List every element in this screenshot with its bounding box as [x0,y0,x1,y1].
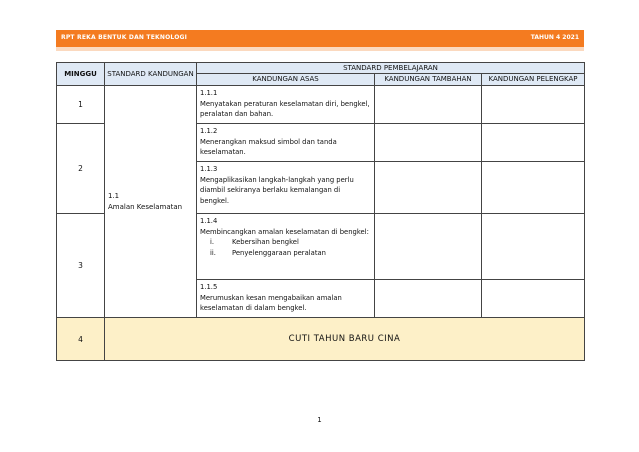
sp-text: Mengaplikasikan langkah-langkah yang perlu diambil sekiranya berlaku kemalangan di bengkel. [200,175,354,205]
kandungan-tambahan-cell [375,214,482,280]
sp-text: Menyatakan peraturan keselamatan diri, bengkel, peralatan dan bahan. [200,99,370,118]
sp-text: Menerangkan maksud simbol dan tanda keselamatan. [200,137,337,156]
week-cell: 4 [57,318,105,361]
standard-code: 1.1 [108,191,120,200]
kandungan-tambahan-cell [375,86,482,124]
kandungan-tambahan-cell [375,280,482,318]
kandungan-tambahan-cell [375,162,482,214]
sp-code: 1.1.5 [200,283,218,291]
week-cell: 3 [57,214,105,318]
rpt-table [56,62,585,361]
week-cell: 2 [57,124,105,214]
kandungan-asas-cell [197,124,375,162]
sp-code: 1.1.4 [200,217,218,225]
kandungan-asas-cell [197,214,375,280]
kandungan-asas-cell [197,86,375,124]
page-number: 1 [317,416,322,424]
kandungan-pelengkap-cell [482,280,585,318]
standard-kandungan-cell [105,86,197,318]
kandungan-pelengkap-cell [482,86,585,124]
sub-item-text: Kebersihan bengkel [232,238,299,246]
holiday-cell: CUTI TAHUN BARU CINA [105,318,585,361]
standard-name: Amalan Keselamatan [108,202,183,211]
header-underline [56,47,584,51]
kandungan-tambahan-cell [375,124,482,162]
sp-text: Merumuskan kesan mengabaikan amalan keselamatan di dalam bengkel. [200,293,342,312]
kandungan-asas-cell [197,280,375,318]
header-kandungan-tambahan: KANDUNGAN TAMBAHAN [375,74,482,86]
header-standard-kandungan: STANDARD KANDUNGAN [105,63,197,86]
sub-item-text: Penyelenggaraan peralatan [232,248,326,257]
kandungan-pelengkap-cell [482,124,585,162]
header-banner [56,30,584,47]
kandungan-pelengkap-cell [482,214,585,280]
sub-item-number: ii. [210,248,216,257]
header-standard-pembelajaran: STANDARD PEMBELAJARAN [197,63,585,74]
sp-text: Membincangkan amalan keselamatan di bengkel: [200,227,369,236]
header-minggu: MINGGU [57,63,105,86]
sub-item [200,248,371,259]
kandungan-pelengkap-cell [482,162,585,214]
sub-item-number: i. [210,238,215,246]
document-year: TAHUN 4 2021 [530,34,579,41]
kandungan-asas-cell [197,162,375,214]
sp-code: 1.1.1 [200,89,218,97]
sub-item [200,237,371,248]
sp-code: 1.1.3 [200,165,218,173]
document-title: RPT REKA BENTUK DAN TEKNOLOGI [61,34,188,41]
header-kandungan-asas: KANDUNGAN ASAS [197,74,375,86]
week-cell: 1 [57,86,105,124]
sp-code: 1.1.2 [200,127,218,135]
header-kandungan-pelengkap: KANDUNGAN PELENGKAP [482,74,585,86]
